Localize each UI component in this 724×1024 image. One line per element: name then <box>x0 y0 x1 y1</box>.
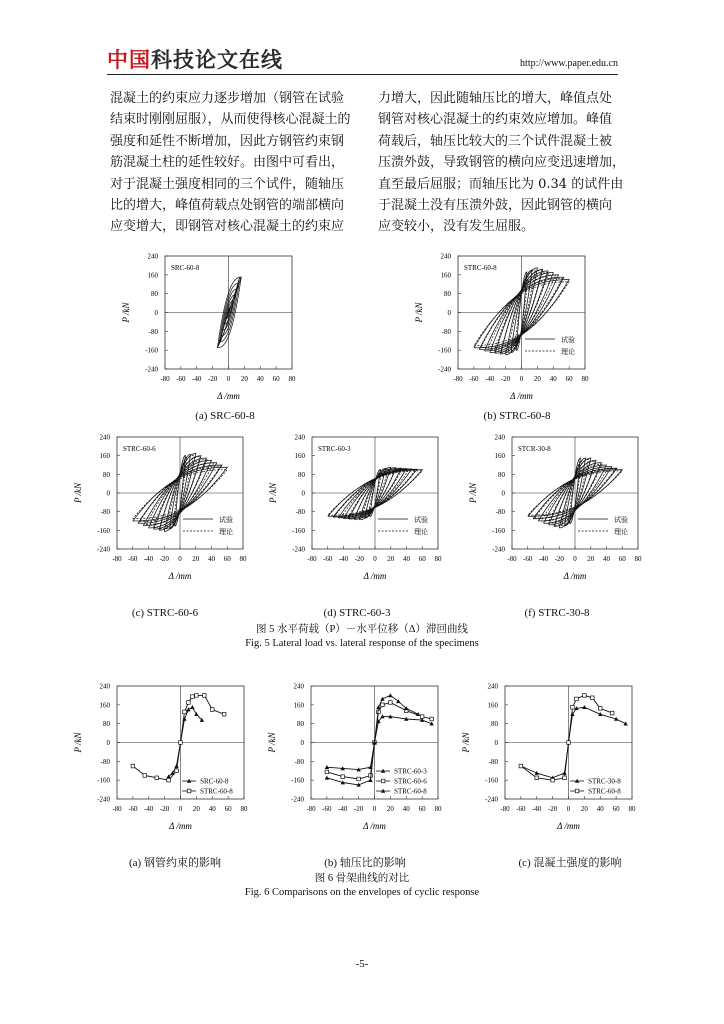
y-tick-label: -160 <box>492 526 505 535</box>
x-tick-label: 0 <box>372 805 377 813</box>
plot-area <box>73 434 247 582</box>
x-tick-label: 80 <box>434 555 442 563</box>
x-tick-label: 80 <box>240 805 248 813</box>
data-point <box>591 696 595 700</box>
y-tick-label: -240 <box>97 545 110 554</box>
legend-label: STRC-60-8 <box>588 787 621 796</box>
page-number: -5- <box>355 958 369 970</box>
y-tick-label: -240 <box>97 795 110 804</box>
data-point <box>174 764 178 768</box>
y-tick-label: 160 <box>147 271 158 280</box>
y-tick-label: -80 <box>441 327 451 336</box>
data-point <box>368 778 372 782</box>
data-point <box>380 697 384 701</box>
y-tick-label: 80 <box>491 720 498 729</box>
y-tick-label: -80 <box>148 327 158 336</box>
x-tick-label: 60 <box>272 375 280 383</box>
x-tick-label: 40 <box>208 555 215 563</box>
fig6-caption-cn: 图 6 骨架曲线的对比 <box>314 873 410 884</box>
data-point <box>519 764 523 768</box>
data-point <box>182 717 186 721</box>
x-tick-label: 20 <box>387 555 395 563</box>
y-tick-label: -80 <box>495 508 505 517</box>
data-point <box>610 711 614 715</box>
x-tick-label: -20 <box>159 555 169 563</box>
x-tick-label: 60 <box>224 805 232 813</box>
logo-part1: 中国 <box>107 48 151 72</box>
legend-label: STRC-60-8 <box>200 787 233 796</box>
x-tick-label: 20 <box>240 375 248 383</box>
x-tick-label: -80 <box>453 375 463 383</box>
text-line: 于混凝土没有压溃外鼓，因此钢管的横向 <box>378 198 613 214</box>
y-tick-label: 0 <box>106 739 110 747</box>
y-tick-label: 240 <box>147 252 158 261</box>
x-tick-label: 0 <box>373 555 377 563</box>
legend-label: STRC-60-3 <box>394 767 427 776</box>
y-tick-label: -160 <box>145 346 158 355</box>
legend-theory-label: 理论 <box>219 528 233 536</box>
subcaption-b: (b) STRC-60-8 <box>483 410 551 422</box>
chart-envelope-c <box>453 684 642 839</box>
data-point <box>191 695 195 699</box>
data-point <box>583 694 587 698</box>
legend-theory-label: 理论 <box>561 348 575 356</box>
page-header <box>107 48 618 75</box>
y-tick-label: -80 <box>100 508 110 517</box>
x-tick-label: 0 <box>566 805 571 813</box>
y-tick-label: 0 <box>301 489 305 498</box>
x-tick-label: 60 <box>223 555 231 563</box>
x-axis-label: Δ /mm <box>510 391 533 401</box>
fig6-caption-en: Fig. 6 Comparisons on the envelopes of cyclic response <box>244 887 480 898</box>
x-tick-label: -20 <box>554 555 564 563</box>
y-tick-label: -240 <box>492 545 505 554</box>
text-line: 混凝土的约束应力逐步增加（钢管在试验 <box>110 91 345 106</box>
x-tick-label: 80 <box>239 555 247 563</box>
y-axis-label: P /kN <box>73 732 83 753</box>
data-point <box>563 776 567 780</box>
y-tick-label: 240 <box>99 433 110 442</box>
data-point <box>195 694 199 698</box>
y-tick-label: 160 <box>294 452 305 461</box>
data-point <box>190 705 194 709</box>
fig5-caption-cn: 图 5 水平荷载（P）－水平位移（Δ）滞回曲线 <box>255 624 469 635</box>
x-tick-label: 40 <box>256 375 264 383</box>
y-axis-label: P /kN <box>121 302 131 323</box>
text-line: 强度和延性不断增加，因此方钢管约束钢 <box>110 133 345 149</box>
y-tick-label: 0 <box>106 489 110 498</box>
subcaption-d: (d) STRC-60-3 <box>323 607 391 619</box>
x-tick-label: 40 <box>603 555 610 563</box>
data-point <box>535 776 539 780</box>
y-tick-label: -160 <box>291 776 304 785</box>
x-tick-label: -80 <box>112 555 122 563</box>
x-tick-label: -40 <box>338 805 348 813</box>
x-tick-label: -20 <box>500 375 511 383</box>
x-tick-label: 20 <box>192 805 200 813</box>
text-line: 应变增大，即钢管对核心混凝土的约束应 <box>110 219 345 235</box>
text-line: 压溃外鼓，导致钢管的横向应变迅速增加， <box>378 155 626 171</box>
x-tick-label: -60 <box>469 375 479 383</box>
x-tick-label: -40 <box>538 555 549 563</box>
data-point <box>325 770 329 774</box>
x-tick-label: 40 <box>403 555 410 563</box>
legend-label: STRC-30-8 <box>588 777 621 786</box>
x-tick-label: 20 <box>192 555 200 563</box>
data-point <box>131 764 135 768</box>
x-tick-label: 20 <box>580 805 588 813</box>
panel-label: STRC-60-8 <box>464 264 497 272</box>
x-tick-label: -60 <box>176 375 186 383</box>
fig6-subcaption-c: (c) 混凝土强度的影响 <box>518 857 622 869</box>
data-point <box>416 712 420 716</box>
x-tick-label: 80 <box>634 555 642 563</box>
x-tick-label: -80 <box>160 375 170 383</box>
data-point <box>143 774 147 778</box>
legend-theory-label: 理论 <box>614 528 628 536</box>
x-tick-label: -40 <box>532 805 542 813</box>
y-tick-label: 0 <box>501 489 505 498</box>
y-tick-label: 0 <box>447 309 451 317</box>
text-line: 钢管对核心混凝土的约束效应增加。峰值 <box>378 112 613 128</box>
subcaption-f: (f) STRC-30-8 <box>524 607 590 619</box>
panel-label: STRC-60-3 <box>318 445 351 453</box>
data-point <box>535 771 539 775</box>
text-line: 力增大，因此随轴压比的增大，峰值点处 <box>378 91 613 106</box>
x-axis-label: Δ /mm <box>363 821 386 831</box>
chart-strc-30-8 <box>460 435 648 589</box>
x-tick-label: -40 <box>144 805 154 813</box>
logo-part2: 科技论文在线 <box>151 48 283 72</box>
data-point <box>194 712 198 716</box>
x-axis-label: Δ /mm <box>217 391 240 401</box>
x-tick-label: -60 <box>516 805 526 813</box>
plot-area <box>414 253 589 402</box>
x-tick-label: -40 <box>143 555 154 563</box>
panel-label: STRC-60-6 <box>123 445 156 453</box>
y-tick-label: -240 <box>292 545 305 554</box>
text-line: 应变较小，没有发生屈服。 <box>378 219 535 235</box>
x-tick-label: -80 <box>507 555 517 563</box>
data-point <box>420 715 424 719</box>
y-tick-label: -80 <box>294 757 304 766</box>
legend-test-label: 试验 <box>614 516 628 524</box>
y-tick-label: 80 <box>498 470 505 479</box>
y-tick-label: -160 <box>292 526 305 535</box>
x-tick-label: -60 <box>128 555 138 563</box>
chart-envelope-a <box>65 684 254 839</box>
y-tick-label: 240 <box>494 433 505 442</box>
y-tick-label: -80 <box>295 508 305 517</box>
data-point <box>388 693 392 697</box>
legend-marker <box>381 779 385 783</box>
y-tick-label: 80 <box>103 720 110 729</box>
y-tick-label: -160 <box>97 776 110 785</box>
x-tick-label: 80 <box>581 375 589 383</box>
y-tick-label: -160 <box>438 346 451 355</box>
legend-test-label: 试验 <box>561 336 575 344</box>
body-text-right <box>378 88 626 238</box>
y-tick-label: 240 <box>293 682 304 691</box>
x-tick-label: -60 <box>323 555 333 563</box>
x-tick-label: 60 <box>418 555 426 563</box>
legend-marker <box>575 789 579 793</box>
x-tick-label: -80 <box>306 805 316 813</box>
data-point <box>551 778 555 782</box>
y-tick-label: 80 <box>297 720 304 729</box>
y-tick-label: 240 <box>99 682 110 691</box>
y-tick-label: 240 <box>487 682 498 691</box>
data-point <box>357 777 361 781</box>
fig6-subcaption-a: (a) 钢管约束的影响 <box>129 857 221 869</box>
x-tick-label: 20 <box>533 375 541 383</box>
data-point <box>179 741 183 745</box>
data-point <box>598 707 602 711</box>
data-point <box>571 705 575 709</box>
x-tick-label: -40 <box>485 375 495 383</box>
y-tick-label: 160 <box>440 271 451 280</box>
journal-url[interactable]: http://www.paper.edu.cn <box>520 58 618 69</box>
x-tick-label: 60 <box>418 805 426 813</box>
legend-label: STRC-60-8 <box>394 787 427 796</box>
y-tick-label: 160 <box>99 452 110 461</box>
x-tick-label: 40 <box>208 805 216 813</box>
x-tick-label: -40 <box>192 375 202 383</box>
x-axis-label: Δ /mm <box>563 571 587 581</box>
y-tick-label: -80 <box>100 757 110 766</box>
plot-area <box>468 434 642 582</box>
x-tick-label: 80 <box>628 805 636 813</box>
legend-marker <box>187 789 191 793</box>
x-tick-label: 40 <box>596 805 604 813</box>
y-tick-label: 240 <box>294 433 305 442</box>
x-tick-label: -60 <box>322 805 332 813</box>
x-tick-label: -20 <box>547 805 558 813</box>
y-tick-label: 160 <box>487 701 498 710</box>
x-tick-label: -80 <box>112 805 122 813</box>
y-tick-label: 160 <box>494 452 505 461</box>
text-line: 筋混凝土柱的延性较好。由图中可看出， <box>110 155 345 171</box>
y-tick-label: 160 <box>293 701 304 710</box>
x-tick-label: 20 <box>587 555 595 563</box>
text-line: 荷载后，轴压比较大的三个试件混凝土被 <box>378 133 613 149</box>
y-tick-label: -160 <box>485 776 498 785</box>
chart-src-60-8 <box>113 254 302 409</box>
y-tick-label: 0 <box>154 309 158 317</box>
x-tick-label: -60 <box>128 805 138 813</box>
fig5-caption-en: Fig. 5 Lateral load vs. lateral response of the specimens <box>245 638 479 649</box>
data-point <box>203 694 207 698</box>
data-point <box>186 707 190 711</box>
x-tick-label: 60 <box>565 375 573 383</box>
legend-theory-label: 理论 <box>414 528 428 536</box>
y-tick-label: 0 <box>300 739 304 747</box>
y-tick-label: 160 <box>99 701 110 710</box>
plot-area <box>267 683 442 832</box>
x-axis-label: Δ /mm <box>363 571 387 581</box>
legend-test-label: 试验 <box>414 516 428 524</box>
x-tick-label: 20 <box>386 805 394 813</box>
chart-strc-60-3 <box>260 435 448 589</box>
x-tick-label: 60 <box>618 555 626 563</box>
panel-label: STCR-30-8 <box>518 445 551 453</box>
y-tick-label: 80 <box>151 290 158 299</box>
x-tick-label: 40 <box>549 375 557 383</box>
x-tick-label: 0 <box>573 555 577 563</box>
y-tick-label: 0 <box>494 739 498 747</box>
text-line: 直至最后屈服；而轴压比为 0.34 的试件由 <box>378 176 624 192</box>
panel-label: SRC-60-8 <box>171 264 200 272</box>
x-tick-label: -60 <box>523 555 533 563</box>
plot-area <box>121 253 296 402</box>
y-tick-label: -240 <box>291 795 304 804</box>
x-tick-label: -20 <box>159 805 170 813</box>
y-tick-label: 80 <box>298 470 305 479</box>
x-tick-label: -20 <box>353 805 364 813</box>
data-point <box>430 717 434 721</box>
y-tick-label: 240 <box>440 252 451 261</box>
y-tick-label: -240 <box>145 365 158 374</box>
data-point <box>575 697 579 701</box>
y-tick-label: 80 <box>103 470 110 479</box>
plot-area <box>268 434 442 582</box>
y-tick-label: -80 <box>488 757 498 766</box>
text-line: 结束时刚刚屈服），从而使得核心混凝土的 <box>110 112 351 128</box>
y-axis-label: P /kN <box>73 482 83 504</box>
y-axis-label: P /kN <box>468 482 478 504</box>
x-tick-label: -80 <box>307 555 317 563</box>
x-tick-label: 60 <box>612 805 620 813</box>
x-tick-label: -20 <box>354 555 364 563</box>
y-axis-label: P /kN <box>267 732 277 753</box>
chart-envelope-b <box>259 684 448 839</box>
plot-area <box>73 683 248 832</box>
text-line: 比的增大，峰值荷载点处钢管的端部横向 <box>110 198 345 214</box>
journal-logo <box>107 48 283 72</box>
chart-strc-60-8 <box>406 254 595 409</box>
data-point <box>623 721 627 725</box>
x-tick-label: 0 <box>519 375 524 383</box>
body-text-left <box>110 88 351 238</box>
data-point <box>187 701 191 705</box>
x-tick-label: 0 <box>226 375 231 383</box>
x-tick-label: 80 <box>434 805 442 813</box>
subcaption-c: (c) STRC-60-6 <box>131 607 199 619</box>
x-axis-label: Δ /mm <box>168 571 192 581</box>
envelope-line <box>327 717 432 770</box>
data-point <box>175 769 179 773</box>
x-tick-label: 0 <box>178 805 183 813</box>
y-axis-label: P /kN <box>414 302 424 323</box>
fig6-subcaption-b: (b) 轴压比的影响 <box>324 857 406 869</box>
x-tick-label: -80 <box>500 805 510 813</box>
data-point <box>381 703 385 707</box>
data-point <box>567 741 571 745</box>
y-axis-label: P /kN <box>461 732 471 753</box>
legend-label: STRC-60-6 <box>394 777 427 786</box>
x-tick-label: 0 <box>178 555 182 563</box>
plot-area <box>461 683 636 832</box>
data-point <box>325 776 329 780</box>
subcaption-a: (a) SRC-60-8 <box>195 410 255 422</box>
data-point <box>222 712 226 716</box>
envelope-line <box>169 707 202 776</box>
chart-strc-60-6 <box>65 435 253 589</box>
text-line: 对于混凝土强度相同的三个试件，随轴压 <box>110 176 345 192</box>
x-axis-label: Δ /mm <box>169 821 192 831</box>
data-point <box>341 775 345 779</box>
data-point <box>167 778 171 782</box>
y-tick-label: 80 <box>444 290 451 299</box>
data-point <box>183 710 187 714</box>
legend-label: SRC-60-8 <box>200 777 229 786</box>
x-tick-label: -20 <box>207 375 218 383</box>
data-point <box>376 705 380 709</box>
x-tick-label: 40 <box>402 805 410 813</box>
x-tick-label: 80 <box>288 375 296 383</box>
x-tick-label: -40 <box>338 555 349 563</box>
y-tick-label: -240 <box>485 795 498 804</box>
data-point <box>155 776 159 780</box>
y-tick-label: -160 <box>97 526 110 535</box>
y-axis-label: P /kN <box>268 482 278 504</box>
data-point <box>210 708 214 712</box>
x-axis-label: Δ /mm <box>557 821 580 831</box>
legend-test-label: 试验 <box>219 516 233 524</box>
data-point <box>389 701 393 705</box>
y-tick-label: -240 <box>438 365 451 374</box>
